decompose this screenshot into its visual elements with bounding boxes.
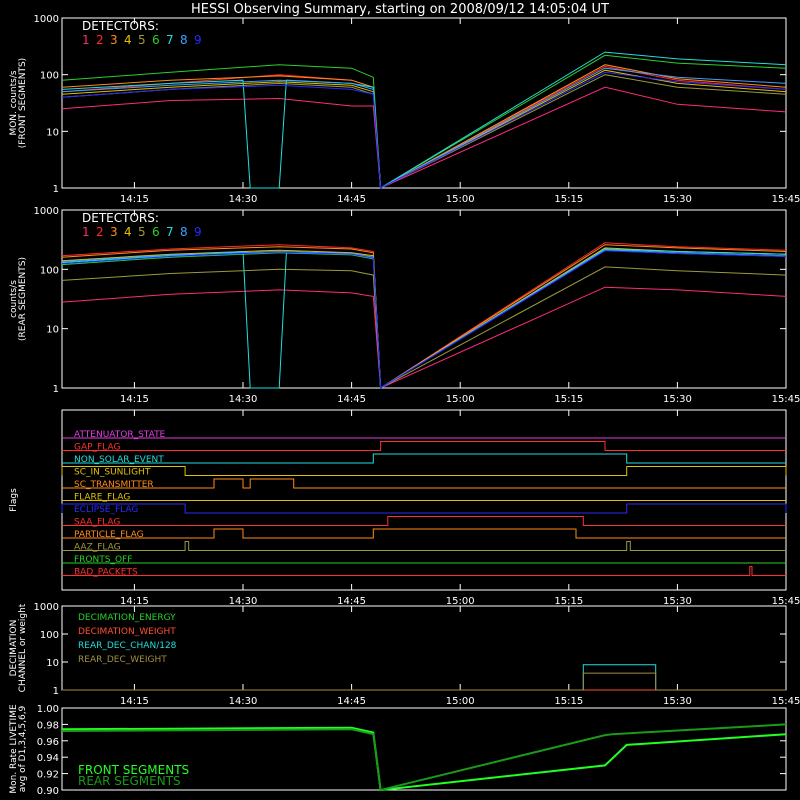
y-tick-label: 0.92 — [36, 769, 59, 781]
y-tick-label: 1.00 — [36, 704, 59, 715]
flag-label: FLARE_FLAG — [74, 492, 131, 503]
x-tick-label: 14:45 — [337, 394, 367, 405]
x-tick-label: 15:15 — [554, 596, 584, 607]
flag-label: PARTICLE_FLAG — [74, 530, 144, 540]
legend-entry-1: 1 — [82, 33, 90, 47]
x-tick-label: 15:45 — [771, 394, 800, 405]
y-tick-label: 100 — [39, 630, 59, 641]
flag-label: BAD_PACKETS — [74, 567, 138, 578]
legend-entry-4: 4 — [124, 225, 132, 239]
x-tick-label: 15:00 — [445, 394, 475, 405]
y-axis-label: (REAR SEGMENTS) — [18, 256, 28, 342]
legend-entry-6: 6 — [152, 33, 160, 47]
y-tick-label: 10 — [46, 127, 59, 139]
y-axis-label: DECIMATION — [9, 619, 19, 677]
decimation-legend-entry: REAR_DEC_WEIGHT — [78, 655, 167, 665]
legend-entry-5: 5 — [138, 225, 146, 239]
x-tick-label: 14:30 — [228, 194, 258, 205]
decimation-legend-entry: DECIMATION_WEIGHT — [78, 627, 176, 637]
legend-title: DETECTORS: — [82, 19, 159, 33]
y-tick-label: 1 — [52, 686, 59, 697]
legend-entry-4: 4 — [124, 33, 132, 47]
legend-entry-7: 7 — [166, 225, 174, 239]
legend-entry-7: 7 — [166, 33, 174, 47]
y-axis-label: Mon. Rate LIVETIME — [9, 704, 19, 794]
x-tick-label: 15:00 — [445, 696, 475, 707]
y-tick-label: 10 — [46, 324, 59, 336]
x-tick-label: 15:45 — [771, 696, 800, 707]
y-tick-label: 1000 — [33, 206, 59, 217]
x-tick-label: 14:30 — [228, 394, 258, 405]
legend-entry-8: 8 — [180, 33, 188, 47]
flag-label: ECLIPSE_FLAG — [74, 505, 139, 515]
legend-entry-6: 6 — [152, 225, 160, 239]
y-tick-label: 1000 — [33, 602, 59, 613]
y-axis-label: (FRONT SEGMENTS) — [18, 57, 28, 149]
flag-label: SAA_FLAG — [74, 517, 121, 528]
legend-entry-3: 3 — [110, 33, 118, 47]
chart-title: HESSI Observing Summary, starting on 2008/09/12 14:05:04 UT — [191, 2, 609, 17]
legend-entry-8: 8 — [180, 225, 188, 239]
x-tick-label: 15:30 — [662, 194, 692, 205]
x-tick-label: 14:15 — [119, 194, 149, 205]
legend-title: DETECTORS: — [82, 211, 159, 225]
legend-entry-3: 3 — [110, 225, 118, 239]
y-axis-label: avg of D1,3,4,5,6,9 — [18, 705, 28, 793]
legend-entry-5: 5 — [138, 33, 146, 47]
x-tick-label: 15:30 — [662, 696, 692, 707]
y-tick-label: 1000 — [33, 14, 59, 25]
x-tick-label: 15:30 — [662, 596, 692, 607]
x-tick-label: 15:15 — [554, 194, 584, 205]
livetime-legend-entry: FRONT SEGMENTS — [78, 763, 190, 777]
flag-label: FRONTS_OFF — [74, 555, 133, 565]
y-tick-label: 1 — [52, 384, 59, 395]
x-tick-label: 14:45 — [337, 596, 367, 607]
y-axis-label: MON. counts/s — [9, 70, 19, 136]
legend-entry-9: 9 — [194, 33, 202, 47]
x-tick-label: 15:45 — [771, 194, 800, 205]
legend-entry-2: 2 — [96, 33, 104, 47]
x-tick-label: 15:15 — [554, 394, 584, 405]
y-axis-label: CHANNEL or weight — [18, 603, 28, 693]
y-tick-label: 100 — [39, 70, 59, 82]
legend-entry-1: 1 — [82, 225, 90, 239]
y-tick-label: 0.90 — [36, 786, 59, 797]
legend-entry-2: 2 — [96, 225, 104, 239]
y-tick-label: 1 — [52, 184, 59, 195]
x-tick-label: 15:15 — [554, 696, 584, 707]
flag-label: NON_SOLAR_EVENT — [74, 455, 164, 465]
x-tick-label: 14:30 — [228, 596, 258, 607]
y-tick-label: 0.94 — [36, 753, 59, 765]
x-tick-label: 15:00 — [445, 596, 475, 607]
flag-label: ATTENUATOR_STATE — [74, 430, 166, 440]
y-tick-label: 0.96 — [36, 736, 59, 748]
y-axis-label: Flags — [9, 488, 19, 512]
x-tick-label: 14:15 — [119, 696, 149, 707]
y-axis-label: counts/s — [9, 280, 19, 318]
x-tick-label: 15:45 — [771, 596, 800, 607]
x-tick-label: 14:15 — [119, 394, 149, 405]
flag-label: SC_TRANSMITTER — [74, 480, 154, 490]
x-tick-label: 14:30 — [228, 696, 258, 707]
y-tick-label: 10 — [46, 658, 59, 669]
legend-entry-9: 9 — [194, 225, 202, 239]
flag-label: SC_IN_SUNLIGHT — [74, 467, 151, 478]
x-tick-label: 14:45 — [337, 696, 367, 707]
y-tick-label: 0.98 — [36, 720, 59, 732]
x-tick-label: 15:30 — [662, 394, 692, 405]
livetime-legend-entry: REAR SEGMENTS — [78, 774, 181, 788]
x-tick-label: 14:45 — [337, 194, 367, 205]
x-tick-label: 15:00 — [445, 194, 475, 205]
flag-label: AAZ_FLAG — [74, 542, 121, 553]
decimation-legend-entry: DECIMATION_ENERGY — [78, 613, 176, 623]
x-tick-label: 14:15 — [119, 596, 149, 607]
y-tick-label: 100 — [39, 265, 59, 277]
decimation-legend-entry: REAR_DEC_CHAN/128 — [78, 641, 177, 651]
flag-label: GAP_FLAG — [74, 442, 121, 453]
